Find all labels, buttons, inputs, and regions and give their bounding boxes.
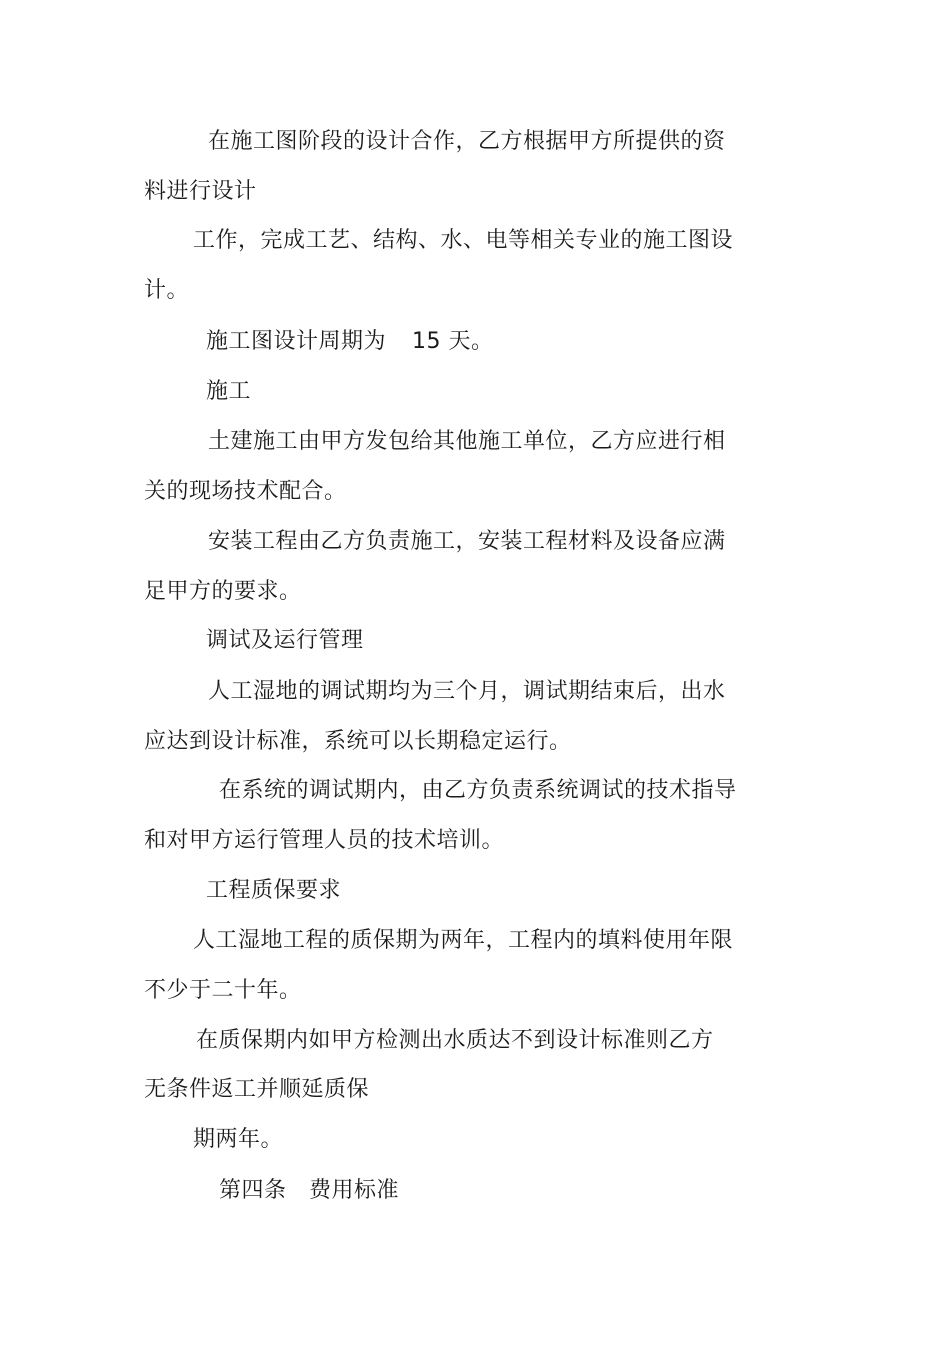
text-line: 人工湿地工程的质保期为两年，工程内的填料使用年限 [193,928,734,953]
text-line: 在系统的调试期内，由乙方负责系统调试的技术指导 [219,778,737,803]
section-heading: 调试及运行管理 [206,628,364,653]
text-line: 无条件返工并顺延质保 [144,1077,370,1102]
section-heading: 工程质保要求 [206,878,342,903]
text-line: 应达到设计标准，系统可以长期稳定运行。 [144,729,572,754]
text-line: 计。 [144,278,190,303]
text-line: 期两年。 [193,1127,284,1152]
period-label: 施工图设计周期为 [206,329,387,354]
text-line: 在质保期内如甲方检测出水质达不到设计标准则乙方 [196,1028,714,1053]
article-heading: 第四条 费用标准 [219,1178,400,1203]
text-line: 土建施工由甲方发包给其他施工单位，乙方应进行相 [208,429,726,454]
text-line: 不少于二十年。 [144,978,302,1003]
text-line: 工作，完成工艺、结构、水、电等相关专业的施工图设 [193,228,734,253]
text-line: 和对甲方运行管理人员的技术培训。 [144,828,505,853]
text-line: 料进行设计 [144,179,257,204]
text-line: 足甲方的要求。 [144,579,302,604]
text-line: 人工湿地的调试期均为三个月，调试期结束后，出水 [208,679,726,704]
text-line: 安装工程由乙方负责施工，安装工程材料及设备应满 [208,529,726,554]
section-heading: 施工 [206,379,252,404]
text-line [206,327,494,357]
text-line: 在施工图阶段的设计合作，乙方根据甲方所提供的资 [208,129,726,154]
period-value: 15 天。 [412,329,494,354]
text-line: 关的现场技术配合。 [144,479,347,504]
